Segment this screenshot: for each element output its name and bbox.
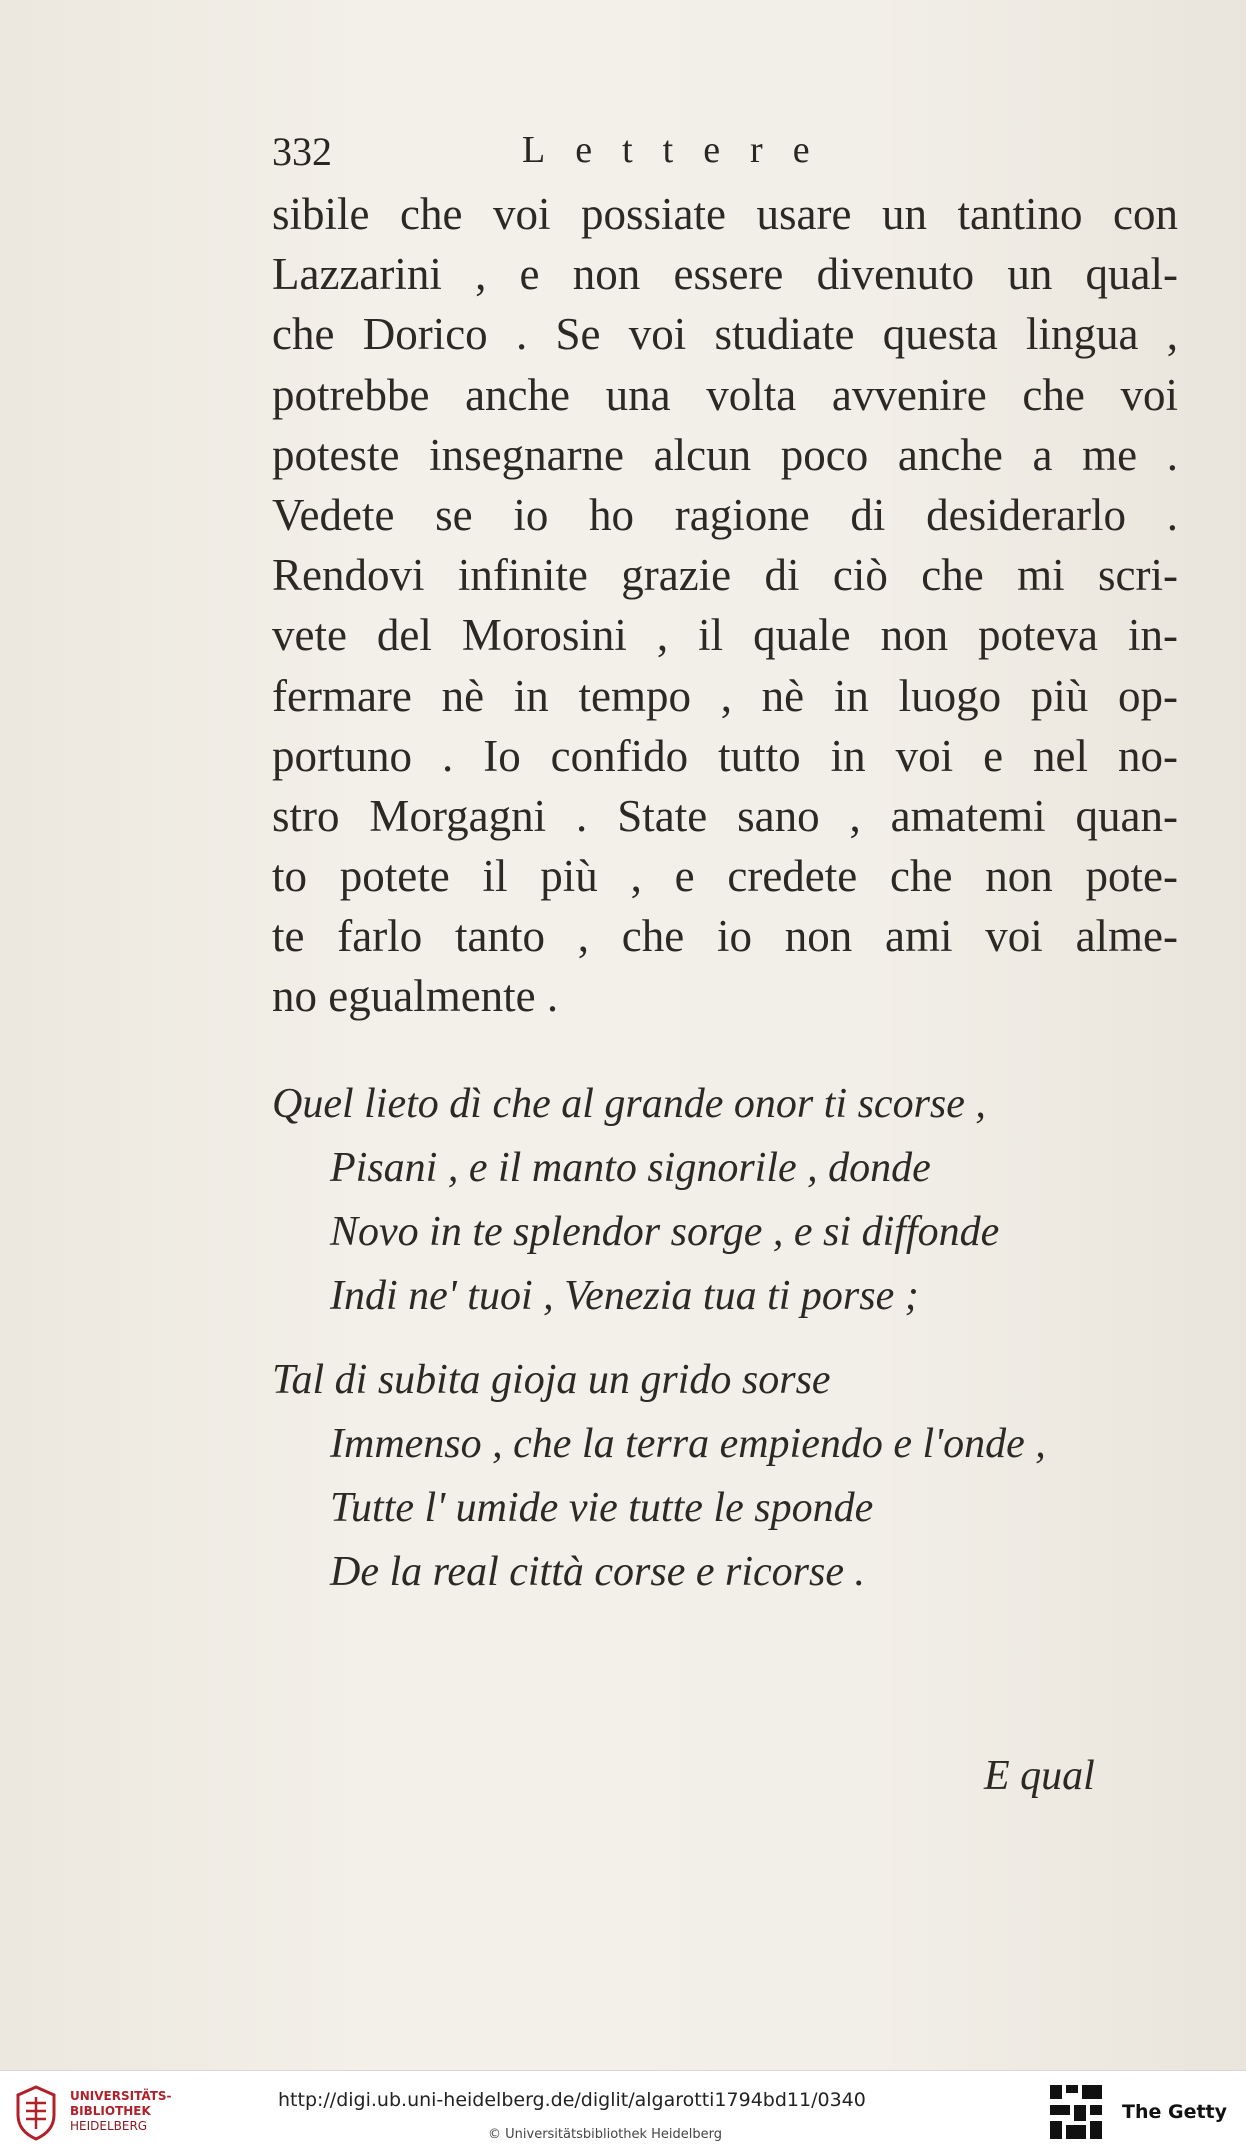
text-line: te farlo tanto , che io non ami voi alme-	[272, 911, 1178, 962]
verse-line: Tutte l' umide vie tutte le sponde	[330, 1485, 874, 1531]
institution-line: HEIDELBERG	[70, 2119, 148, 2133]
university-seal-icon[interactable]	[14, 2085, 58, 2141]
text-line: no egualmente .	[272, 971, 559, 1022]
text-line: to potete il più , e credete che non pote-	[272, 851, 1178, 902]
verse-line: Quel lieto dì che al grande onor ti scorse ,	[272, 1081, 986, 1127]
text-line: che Dorico . Se voi studiate questa lingua ,	[272, 309, 1178, 360]
permalink[interactable]: http://digi.ub.uni-heidelberg.de/diglit/algarotti1794bd11/0340	[278, 2089, 866, 2111]
text-line: Lazzarini , e non essere divenuto un qual-	[272, 249, 1178, 300]
page-header	[272, 128, 1172, 178]
getty-logo-icon[interactable]	[1048, 2083, 1106, 2143]
verse-line: Novo in te splendor sorge , e si diffonde	[330, 1209, 1000, 1255]
text-line: stro Morgagni . State sano , amatemi quan-	[272, 790, 1178, 841]
sonnet	[272, 1072, 1192, 1604]
text-line: potrebbe anche una volta avvenire che voi	[272, 369, 1178, 420]
viewer-footer	[0, 2070, 1246, 2156]
verse-line: Tal di subita gioja un grido sorse	[272, 1357, 831, 1403]
text-line: vete del Morosini , il quale non poteva in-	[272, 610, 1178, 661]
verse-line: Indi ne' tuoi , Venezia tua ti porse ;	[330, 1273, 919, 1319]
running-title: Lettere	[522, 129, 840, 171]
text-line: poteste insegnarne alcun poco anche a me .	[272, 429, 1178, 480]
partner-name[interactable]: The Getty	[1122, 2101, 1228, 2123]
catchword: E qual	[984, 1753, 1095, 1799]
institution-line: BIBLIOTHEK	[70, 2104, 151, 2118]
text-line: fermare nè in tempo , nè in luogo più op-	[272, 670, 1178, 721]
verse-line: Pisani , e il manto signorile , donde	[330, 1145, 931, 1191]
university-library-label[interactable]	[70, 2089, 172, 2134]
text-line: Vedete se io ho ragione di desiderarlo .	[272, 489, 1178, 540]
text-line: Rendovi infinite grazie di ciò che mi scri-	[272, 550, 1178, 601]
institution-line: UNIVERSITÄTS-	[70, 2089, 172, 2103]
copyright-notice: © Universitätsbibliothek Heidelberg	[488, 2127, 723, 2142]
verse-line: Immenso , che la terra empiendo e l'onde ,	[330, 1421, 1046, 1467]
text-line: sibile che voi possiate usare un tantino con	[272, 189, 1178, 239]
verse-line: De la real città corse e ricorse .	[330, 1549, 865, 1595]
letter-text	[272, 184, 1178, 1027]
page-number: 332	[272, 129, 332, 174]
text-line: portuno . Io confido tutto in voi e nel no-	[272, 730, 1178, 781]
